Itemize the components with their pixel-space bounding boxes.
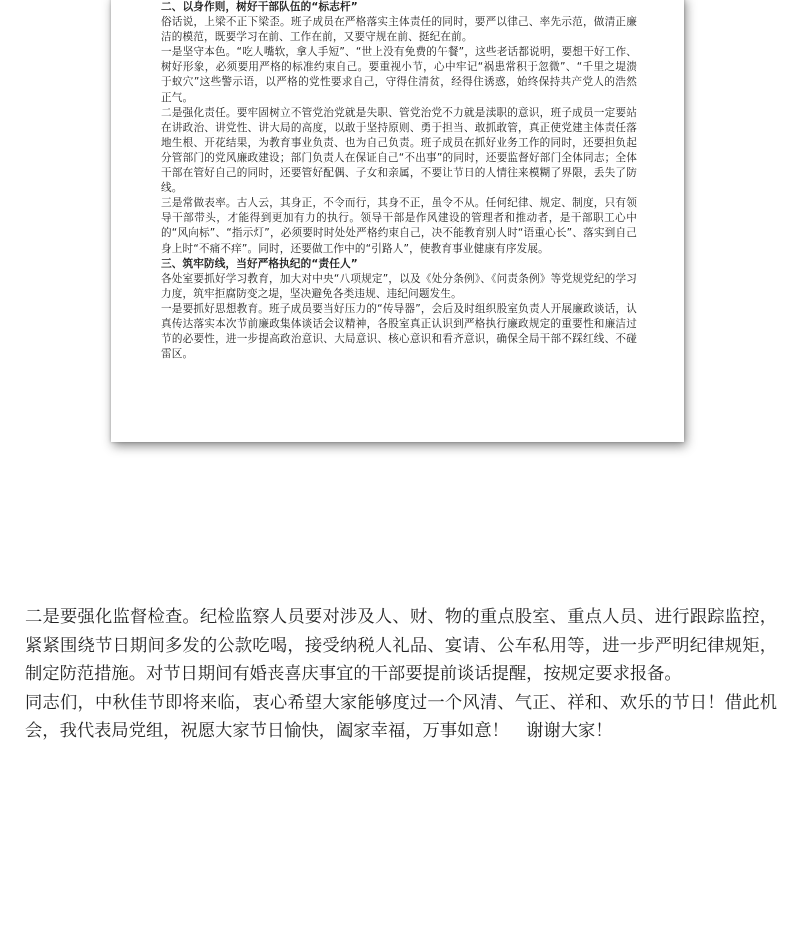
document-paragraph: 一是要抓好思想教育。班子成员要当好压力的“传导器”，会后及时组织股室负责人开展廉政谈话，认真传达落实本次节前廉政集体谈话会议精神，各股室真正认识到严格执行廉政规定的重要性和廉洁过节的必要性，进一步提高政治意识、大局意识、核心意识和看齐意识，确保全局干部不踩红线、不碰雷区。: [161, 302, 637, 361]
body-paragraph: 二是要强化监督检查。纪检监察人员要对涉及人、财、物的重点股室、重点人员、进行跟踪监控，紧紧围绕节日期间多发的公款吃喝，接受纳税人礼品、宴请、公车私用等，进一步严明纪律规矩，制定防范措施。对节日期间有婚丧喜庆事宜的干部要提前谈话提醒，按规定要求报备。: [25, 607, 777, 685]
document-paragraph: 俗话说，上梁不正下梁歪。班子成员在严格落实主体责任的同时，要严以律己、率先示范，做清正廉洁的模范，既要学习在前、工作在前，又要守规在前、挺纪在前。: [161, 16, 637, 44]
document-paragraph: 一是坚守本色。“吃人嘴软，拿人手短”、“世上没有免费的午餐”，这些老话都说明，要想干好工作、树好形象，必须要用严格的标准约束自己。要重视小节，心中牢记“祸患常积于忽微”、“千里之堤溃于蚁穴”这些警示语，以严格的党性要求自己，守得住清贫，经得住诱惑，始终保持共产党人的浩然正气。: [161, 46, 637, 104]
closing-paragraph: 同志们，中秋佳节即将来临，衷心希望大家能够度过一个风清、气正、祥和、欢乐的节日！借此机会，我代表局党组，祝愿大家节日愉快，阖家幸福，万事如意！ 谢谢大家！: [25, 692, 777, 742]
section-heading: 三、筑牢防线，当好严格执纪的“责任人”: [161, 257, 358, 270]
document-paragraph: 各处室要抓好学习教育，加大对中央“八项规定”，以及《处分条例》、《问责条例》等党规党纪的学习力度，筑牢拒腐防变之堤，坚决避免各类违规、违纪问题发生。: [161, 272, 637, 300]
document-page-content: [111, 0, 684, 362]
body-text: [25, 603, 777, 746]
section-heading: 二、以身作则，树好干部队伍的“标志杆”: [161, 1, 358, 13]
document-paragraph: 二是强化责任。要牢固树立不管党治党就是失职、管党治党不力就是渎职的意识，班子成员一定要站在讲政治、讲党性、讲大局的高度，以敢于坚持原则、勇于担当、敢抓敢管，真正使党建主体责任落地生根、开花结果，为教育事业负责、也为自己负责。班子成员在抓好业务工作的同时，还要担负起分管部门的党风廉政建设；部门负责人在保证自己“不出事”的同时，还要监督好部门全体同志；全体干部在管好自己的同时，还要管好配偶、子女和亲属，不要让节日的人情往来模糊了界限，丢失了防线。: [161, 106, 637, 195]
document-page-preview: [111, 0, 684, 442]
document-paragraph: 三是常做表率。古人云，其身正，不令而行，其身不正，虽令不从。任何纪律、规定、制度，只有领导干部带头，才能得到更加有力的执行。领导干部是作风建设的管理者和推动者，是干部职工心中的“风向标”、“指示灯”，必须要时时处处严格约束自己，决不能教育别人时“语重心长”、落实到自己身上时“不痛不痒”。同时，还要做工作中的“引路人”，使教育事业健康有序发展。: [161, 197, 637, 255]
